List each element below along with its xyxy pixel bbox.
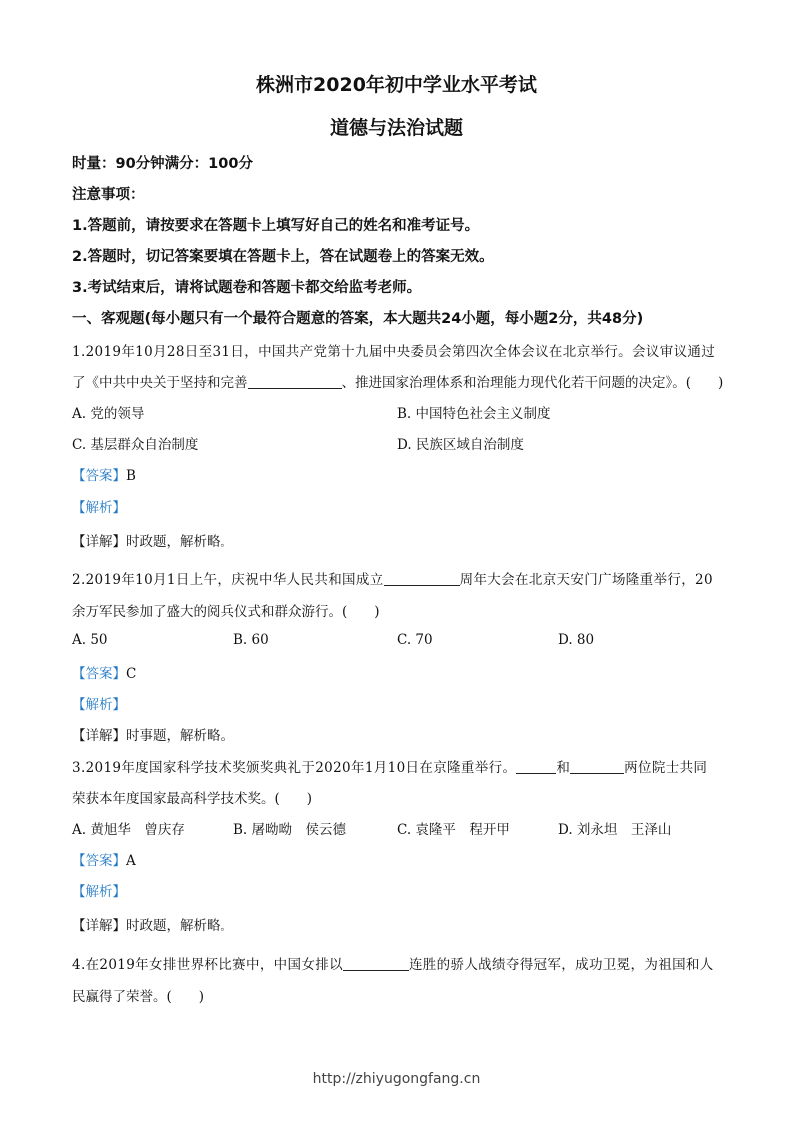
question-1-detail	[72, 530, 231, 550]
question-3-option-d: D. 刘永坦 王泽山	[558, 822, 672, 838]
answer-tag: 【答案】	[72, 853, 126, 869]
question-2-option-c: C. 70	[397, 632, 433, 648]
notice-item-1: 1.答题前，请按要求在答题卡上填写好自己的姓名和准考证号。	[72, 218, 480, 234]
answer-value: C	[126, 666, 137, 682]
question-2-option-d: D. 80	[558, 632, 595, 648]
detail-text: 时事题，解析略。	[126, 728, 234, 744]
detail-tag: 【详解】	[72, 728, 126, 744]
answer-value: B	[126, 468, 136, 484]
question-1-option-c: C. 基层群众自治制度	[72, 437, 199, 453]
question-3-text-b: 和	[556, 760, 571, 776]
question-2-answer	[72, 662, 136, 682]
notice-item-2: 2.答题时，切记答案要填在答题卡上，答在试题卷上的答案无效。	[72, 249, 494, 265]
detail-end: 。	[220, 922, 231, 933]
question-4-text-b: 连胜的骄人战绩夺得冠军，成功卫冕，为祖国和人	[408, 957, 714, 973]
question-3-option-a: A. 黄旭华 曾庆存	[72, 822, 185, 838]
question-1-option-a: A. 党的领导	[72, 406, 145, 422]
question-2-line-1	[72, 568, 713, 588]
detail-text: 时政题，解析略	[126, 918, 221, 934]
question-2-text-a: 2.2019年10月1日上午，庆祝中华人民共和国成立	[72, 572, 384, 588]
question-4-line-1	[72, 953, 714, 973]
question-3-line-1	[72, 756, 707, 776]
detail-text: 时政题，解析略	[126, 534, 221, 550]
question-2-line-2: 余万军民参加了盛大的阅兵仪式和群众游行。( )	[72, 604, 380, 620]
question-3-analysis-tag: 【解析】	[72, 884, 126, 900]
question-2-analysis-tag: 【解析】	[72, 697, 126, 713]
blank-line	[516, 759, 556, 774]
question-1-text-a: 了《中共中央关于坚持和完善	[72, 375, 248, 391]
question-3-line-2: 荣获本年度国家最高科学技术奖。( )	[72, 791, 313, 807]
question-1-text-b: 、推进国家治理体系和治理能力现代化若干问题的决定》。( )	[341, 375, 724, 391]
detail-end: 。	[220, 538, 231, 549]
question-4-line-2: 民赢得了荣誉。( )	[72, 989, 205, 1005]
question-1-analysis-tag: 【解析】	[72, 500, 126, 516]
blank-line	[384, 571, 460, 586]
answer-tag: 【答案】	[72, 468, 126, 484]
question-2-detail	[72, 724, 234, 744]
notice-item-3: 3.考试结束后，请将试题卷和答题卡都交给监考老师。	[72, 280, 422, 296]
question-3-text-c: 两位院士共同	[624, 760, 708, 776]
question-4-text-a: 4.在2019年女排世界杯比赛中，中国女排以	[72, 957, 343, 973]
question-3-detail	[72, 914, 231, 934]
question-1-option-d: D. 民族区域自治制度	[397, 437, 524, 453]
section-heading: 一、客观题(每小题只有一个最符合题意的答案，本大题共24小题，每小题2分，共48分)	[72, 311, 644, 327]
detail-tag: 【详解】	[72, 534, 126, 550]
question-3-option-c: C. 袁隆平 程开甲	[397, 822, 510, 838]
question-3-option-b: B. 屠呦呦 侯云德	[233, 822, 347, 838]
page-subtitle: 道德与法治试题	[329, 117, 463, 139]
notice-title: 注意事项：	[72, 187, 145, 203]
question-3-text-a: 3.2019年度国家科学技术奖颁奖典礼于2020年1月10日在京隆重举行。	[72, 760, 517, 776]
blank-line	[570, 759, 624, 774]
page-title: 株洲市2020年初中学业水平考试	[256, 74, 537, 96]
question-2-option-b: B. 60	[233, 632, 269, 648]
answer-value: A	[126, 853, 136, 869]
answer-tag: 【答案】	[72, 666, 126, 682]
question-2-option-a: A. 50	[72, 632, 108, 648]
blank-line	[248, 374, 342, 389]
time-score: 时量：90分钟满分：100分	[72, 156, 253, 172]
question-3-answer	[72, 849, 136, 869]
question-1-option-b: B. 中国特色社会主义制度	[397, 406, 551, 422]
question-1-line-2	[72, 371, 723, 391]
question-2-text-b: 周年大会在北京天安门广场隆重举行，20	[459, 572, 713, 588]
blank-line	[343, 956, 409, 971]
question-1-line-1: 1.2019年10月28日至31日，中国共产党第十九届中央委员会第四次全体会议在北京举行。会议审议通过	[72, 344, 716, 360]
detail-tag: 【详解】	[72, 918, 126, 934]
question-1-answer	[72, 464, 136, 484]
footer-url: http://zhiyugongfang.cn	[312, 1071, 481, 1087]
